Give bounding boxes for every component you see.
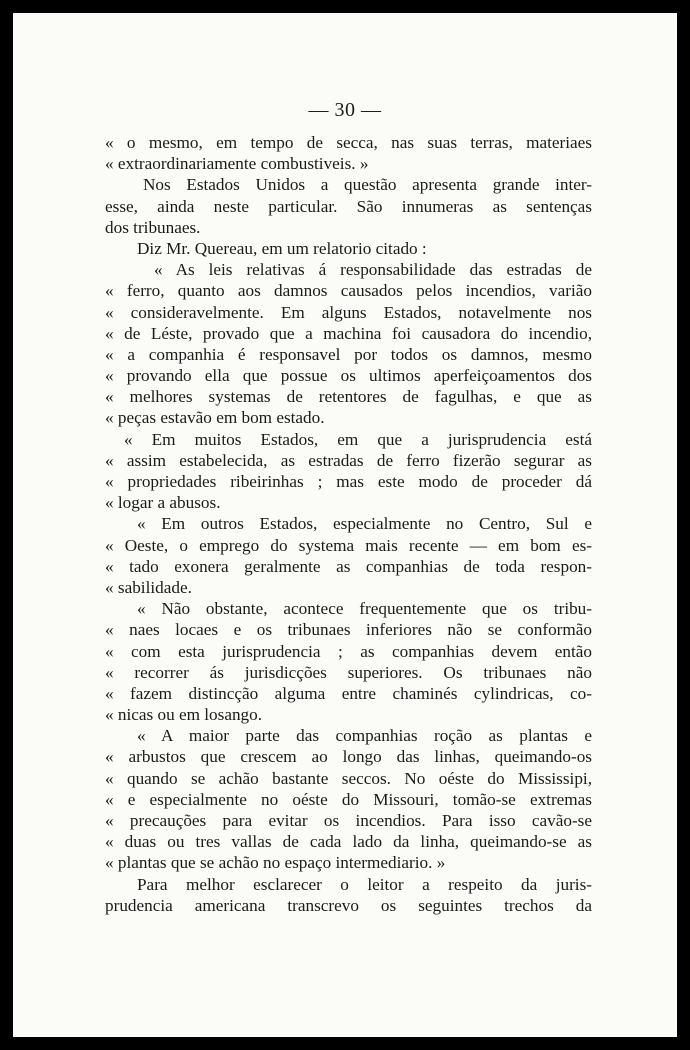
text-line: « melhores systemas de retentores de fagulhas, e que as — [105, 387, 592, 407]
text-line: « A maior parte das companhias roção as plantas e — [137, 726, 592, 746]
text-line: Nos Estados Unidos a questão apresenta grande inter- — [143, 175, 592, 195]
text-line: « duas ou tres vallas de cada lado da linha, queimando-se as — [105, 832, 592, 852]
text-line: « e especialmente no oéste do Missouri, tomão-se extremas — [105, 789, 592, 809]
text-line: « plantas que se achão no espaço intermediario. » — [105, 853, 446, 873]
text-line: « com esta jurisprudencia ; as companhias devem então — [105, 641, 592, 661]
text-line: « de Léste, provado que a machina foi causadora do incendio, — [105, 323, 592, 343]
text-line: « nicas ou em losango. — [105, 705, 263, 725]
text-line: « ferro, quanto aos damnos causados pelos incendios, varião — [105, 281, 592, 301]
text-line: « Em muitos Estados, em que a jurisprudencia está — [124, 429, 592, 449]
text-line: « Em outros Estados, especialmente no Centro, Sul e — [137, 514, 592, 534]
text-line: Para melhor esclarecer o leitor a respeito da juris- — [137, 874, 592, 894]
text-line: « Oeste, o emprego do systema mais recente — em bom es- — [105, 535, 592, 555]
text-line: « tado exonera geralmente as companhias de toda respon- — [105, 556, 592, 576]
text-line: « Não obstante, acontece frequentemente que os tribu- — [137, 599, 592, 619]
text-line: prudencia americana transcrevo os seguintes trechos da — [105, 895, 592, 915]
text-line: « sabilidade. — [105, 577, 192, 597]
text-line: Diz Mr. Quereau, em um relatorio citado : — [137, 238, 427, 258]
document-page — [13, 13, 677, 1037]
text-line: « consideravelmente. Em alguns Estados, notavelmente nos — [105, 302, 592, 322]
text-line: « logar a abusos. — [105, 493, 221, 513]
text-line: « As leis relativas á responsabilidade das estradas de — [154, 260, 592, 280]
text-line: « naes locaes e os tribunaes inferiores não se conformão — [105, 620, 592, 640]
page-number: — 30 — — [308, 99, 382, 121]
text-line: « a companhia é responsavel por todos os damnos, mesmo — [105, 344, 592, 364]
text-line: « provando ella que possue os ultimos aperfeiçoamentos dos — [105, 366, 592, 386]
text-line: « peças estavão em bom estado. — [105, 408, 325, 428]
text-line: « quando se achão bastante seccos. No oéste do Mississipi, — [105, 768, 592, 788]
text-line: « assim estabelecida, as estradas de ferro fizerão segurar as — [105, 450, 592, 470]
text-line: « recorrer ás jurisdicções superiores. Os tribunaes não — [105, 662, 592, 682]
text-line: esse, ainda neste particular. São innumeras as sentenças — [105, 196, 592, 216]
text-line: « arbustos que crescem ao longo das linhas, queimando-os — [105, 747, 592, 767]
text-line: dos tribunaes. — [105, 217, 201, 237]
text-line: « o mesmo, em tempo de secca, nas suas terras, materiaes — [105, 133, 592, 152]
body-text — [105, 132, 592, 916]
text-line: « propriedades ribeirinhas ; mas este modo de proceder dá — [105, 472, 592, 491]
text-line: « extraordinariamente combustiveis. » — [105, 154, 369, 174]
text-line: « fazem distincção alguma entre chaminés cylindricas, co- — [105, 683, 592, 703]
text-line: « precauções para evitar os incendios. Para isso cavão-se — [105, 811, 592, 830]
